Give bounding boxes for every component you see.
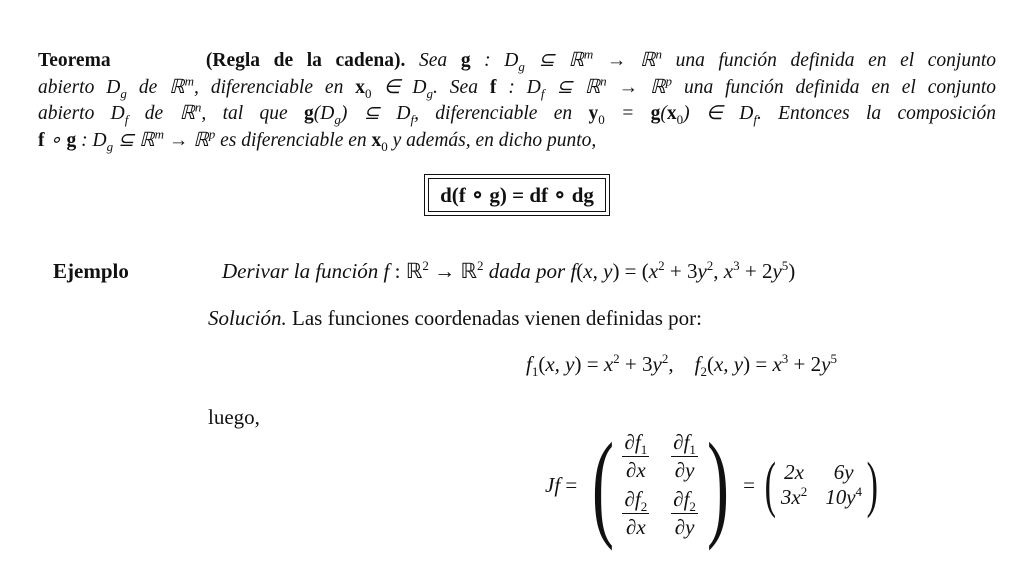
result-matrix xyxy=(781,460,862,510)
chain-rule-formula: d(f ∘ g) = df ∘ dg xyxy=(440,182,594,207)
theorem-label: Teorema xyxy=(38,50,111,71)
theorem-name: (Regla de la cadena). xyxy=(205,50,406,71)
theorem-line-1 xyxy=(38,48,996,75)
solution-text: Las funciones coordenadas vienen definidas por: xyxy=(292,306,702,330)
partials-matrix xyxy=(622,430,697,540)
result-cell: $10y^4$ xyxy=(825,484,863,509)
theorem-text-1: Sea g : $D_g$ ⊆ ℝ$^m$ → ℝ$^n$ una función definida en el conjunto xyxy=(419,46,997,74)
result-cell: $3x^2$ xyxy=(780,484,808,509)
chain-rule-formula-box xyxy=(424,174,610,216)
result-cell: 6y xyxy=(833,460,854,484)
coordinate-functions: $f_1(x$, $y) = x^2 + 3y^2$, $f_2(x$, $y) = x^3 + 2y^5$ xyxy=(526,351,837,380)
theorem-line-3: abierto $D_f$ de ℝ$^n$, tal que $g(D_g)$ ⊆ $D_f$, diferenciable en $y_0 = g(x_0)$ ∈ $D_f$. Entonces la composición xyxy=(38,99,997,127)
equals-sign: = xyxy=(737,472,761,497)
example-label: Ejemplo xyxy=(53,259,129,283)
right-paren-large: ) xyxy=(706,418,729,551)
theorem-paragraph xyxy=(38,48,996,154)
solution-label: Solución. xyxy=(208,306,287,330)
partial-f1-x: $\frac{\partial f_1}{\partial x}$ xyxy=(624,430,648,482)
left-paren-small: ( xyxy=(764,451,777,519)
theorem-line-4: f ∘ g : $D_g$ ⊆ ℝ$^m$ → ℝ$^p$ es diferenciable en $x_0$ y además, en dicho punto, xyxy=(38,126,597,154)
example-statement: Derivar la función f : ℝ$^2$ → ℝ$^2$ dada por f(x, $y) = (x^2 + 3y^2$, $x^3 + 2y^5$) xyxy=(222,258,796,283)
jacobian-equation xyxy=(545,418,883,551)
partial-f2-x: $\frac{\partial f_2}{\partial x}$ xyxy=(624,487,648,539)
right-paren-small: ) xyxy=(866,451,879,519)
solution-line xyxy=(208,306,702,331)
partial-f2-y: $\frac{\partial f_2}{\partial y}$ xyxy=(673,487,696,539)
left-paren-large: ( xyxy=(591,418,614,551)
then-label: luego, xyxy=(208,405,260,429)
theorem-line-2: abierto $D_g$ de ℝ$^m$, diferenciable en $x_0$ ∈ $D_g$. Sea f : $D_f$ ⊆ ℝ$^n$ → ℝ$^p$ una función definida en el conjunto xyxy=(38,73,997,101)
jacobian-lhs: Jf = xyxy=(545,472,583,497)
partial-f1-y: $\frac{\partial f_1}{\partial y}$ xyxy=(673,430,696,482)
result-cell: 2x xyxy=(784,460,804,484)
